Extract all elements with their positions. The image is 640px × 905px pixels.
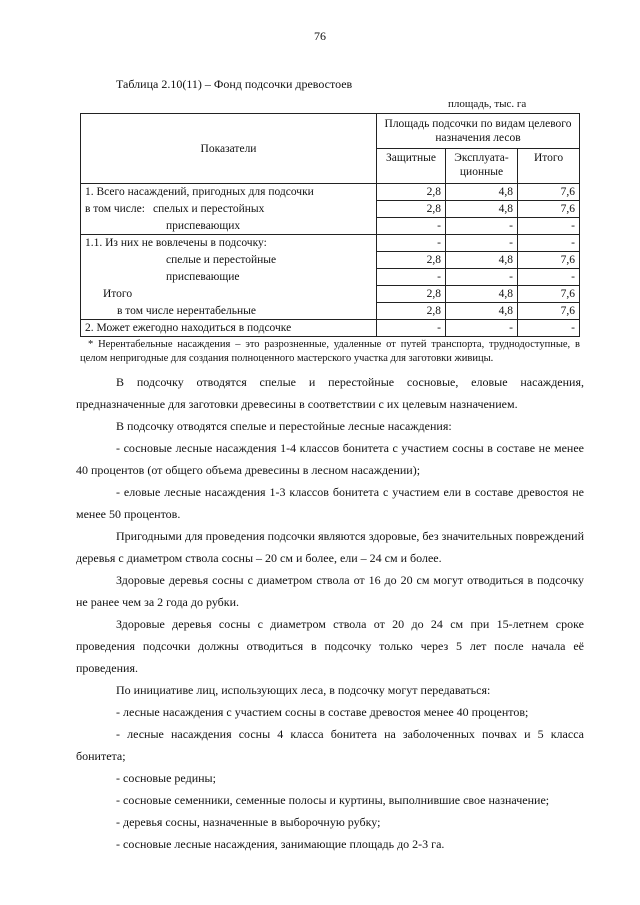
header-area-group: Площадь подсочки по видам целевого назначения лесов xyxy=(377,114,580,149)
row-label-text: спелых и перестойных xyxy=(153,203,265,215)
cell-operational: 4,8 xyxy=(446,252,518,269)
list-item: - еловые лесные насаждения 1-3 классов бонитета с участием ели в составе древостоя не менее 50 процентов. xyxy=(76,485,584,521)
row-label: приспевающие xyxy=(81,269,377,286)
row-label: 1. Всего насаждений, пригодных для подсочки xyxy=(81,184,377,201)
cell-operational: - xyxy=(446,218,518,235)
row-label xyxy=(81,201,377,218)
header-protective: Защитные xyxy=(377,149,446,184)
table-row xyxy=(81,184,580,201)
cell-operational: 4,8 xyxy=(446,201,518,218)
cell-operational: 4,8 xyxy=(446,286,518,303)
table-row xyxy=(81,201,580,218)
list-item: - деревья сосны, назначенные в выборочную рубку; xyxy=(116,815,381,829)
cell-operational: - xyxy=(446,320,518,337)
cell-total: 7,6 xyxy=(518,286,580,303)
body-text xyxy=(76,371,584,855)
paragraph: В подсочку отводятся спелые и перестойные сосновые, еловые насаждения, предназначенные для заготовки древесины в соответствии с их целевым назначением. xyxy=(76,375,584,411)
cell-total: - xyxy=(518,320,580,337)
header-indicators: Показатели xyxy=(81,114,377,184)
table-row xyxy=(81,235,580,252)
cell-operational: - xyxy=(446,269,518,286)
table-row xyxy=(81,269,580,286)
cell-total: 7,6 xyxy=(518,184,580,201)
cell-protective: - xyxy=(377,235,446,252)
row-label: Итого xyxy=(81,286,377,303)
cell-total: - xyxy=(518,235,580,252)
list-item: - лесные насаждения с участием сосны в составе древостоя менее 40 процентов; xyxy=(116,705,529,719)
paragraph: Здоровые деревья сосны с диаметром ствола от 20 до 24 см при 15-летнем сроке проведения подсочки должны отводиться в подсочку только через 5 лет после начала её проведения. xyxy=(76,617,584,675)
row-label: 2. Может ежегодно находиться в подсочке xyxy=(81,320,377,337)
row-label: спелые и перестойные xyxy=(81,252,377,269)
list-item: - сосновые лесные насаждения 1-4 классов бонитета с участием сосны в составе не менее 40 процентов (от общего объема древесины в лесном насаждении); xyxy=(76,441,584,477)
list-item: - сосновые лесные насаждения, занимающие площадь до 2-3 га. xyxy=(116,837,445,851)
cell-operational: 4,8 xyxy=(446,303,518,320)
paragraph: В подсочку отводятся спелые и перестойные лесные насаждения: xyxy=(116,419,452,433)
table-row xyxy=(81,218,580,235)
paragraph: Здоровые деревья сосны с диаметром ствола от 16 до 20 см могут отводиться в подсочку не ранее чем за 2 года до рубки. xyxy=(76,573,584,609)
header-operational: Эксплуата-ционные xyxy=(446,149,518,184)
cell-protective: 2,8 xyxy=(377,184,446,201)
table-caption: Таблица 2.10(11) – Фонд подсочки древостоев xyxy=(116,77,353,91)
row-label: в том числе нерентабельные xyxy=(81,303,377,320)
cell-total: - xyxy=(518,218,580,235)
row-label: приспевающих xyxy=(81,218,377,235)
harvest-fund-table xyxy=(80,113,580,337)
table-row xyxy=(81,320,580,337)
list-item: - сосновые семенники, семенные полосы и куртины, выполнившие свое назначение; xyxy=(116,793,550,807)
table-row xyxy=(81,286,580,303)
cell-protective: - xyxy=(377,218,446,235)
cell-operational: 4,8 xyxy=(446,184,518,201)
cell-protective: - xyxy=(377,269,446,286)
table-row xyxy=(81,303,580,320)
list-item: - сосновые редины; xyxy=(116,771,216,785)
cell-total: 7,6 xyxy=(518,303,580,320)
row-prefix: в том числе: xyxy=(85,203,145,215)
cell-protective: 2,8 xyxy=(377,252,446,269)
table-unit: площадь, тыс. га xyxy=(448,98,527,110)
cell-protective: 2,8 xyxy=(377,201,446,218)
cell-protective: 2,8 xyxy=(377,286,446,303)
cell-protective: 2,8 xyxy=(377,303,446,320)
table-row xyxy=(81,252,580,269)
list-item: - лесные насаждения сосны 4 класса бонитета на заболоченных почвах и 5 класса бонитета; xyxy=(76,727,584,763)
cell-protective: - xyxy=(377,320,446,337)
header-total: Итого xyxy=(518,149,580,184)
paragraph: По инициативе лиц, использующих леса, в подсочку могут передаваться: xyxy=(116,683,491,697)
page-number: 76 xyxy=(314,29,326,43)
cell-operational: - xyxy=(446,235,518,252)
table-footnote: * Нерентабельные насаждения – это разрозненные, удаленные от путей транспорта, труднодоступные, в целом непригодные для создания полноценного мастерского участка для заготовки живицы. xyxy=(80,339,580,364)
cell-total: 7,6 xyxy=(518,201,580,218)
paragraph: Пригодными для проведения подсочки являются здоровые, без значительных повреждений деревья с диаметром ствола сосны – 20 см и более, ели – 24 см и более. xyxy=(76,529,584,565)
cell-total: - xyxy=(518,269,580,286)
cell-total: 7,6 xyxy=(518,252,580,269)
row-label: 1.1. Из них не вовлечены в подсочку: xyxy=(81,235,377,252)
